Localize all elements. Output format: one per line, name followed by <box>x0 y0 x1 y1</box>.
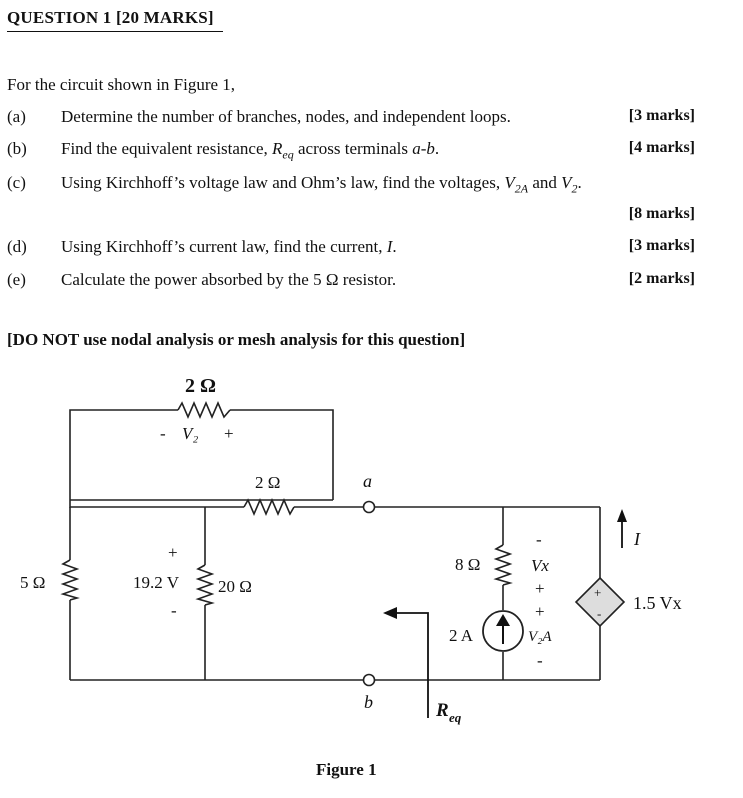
title-underline <box>7 31 223 32</box>
question-intro: For the circuit shown in Figure 1, <box>7 75 236 94</box>
part-a-text: Determine the number of branches, nodes, and independent loops. <box>61 107 511 126</box>
label-req: R <box>436 700 449 721</box>
current-arrowhead <box>617 509 627 522</box>
label-node-b: b <box>364 692 373 712</box>
terminal-b <box>364 675 375 686</box>
label-current-i: I <box>634 529 640 549</box>
part-d-label: (d) <box>7 237 27 256</box>
terminal-a <box>364 502 375 513</box>
part-d-text-pre: Using Kirchhoff’s current law, find the current, <box>61 237 387 256</box>
resistor-5ohm <box>63 560 77 600</box>
v2a-subscript: 2A <box>514 181 529 196</box>
part-b-text-pre: Find the equivalent resistance, <box>61 139 273 158</box>
resistor-2ohm-middle <box>244 500 294 514</box>
v2-plus: + <box>224 424 234 443</box>
label-req-sub: eq <box>449 710 462 725</box>
label-isrc: 2 A <box>449 626 474 645</box>
terminals-ab: a-b <box>412 139 435 158</box>
vsrc-minus: - <box>171 601 177 620</box>
v2-symbol: V <box>561 173 572 192</box>
resistor-20ohm <box>198 565 212 605</box>
circuit-diagram <box>0 355 743 798</box>
dep-src-plus: + <box>594 585 602 600</box>
resistor-8ohm <box>496 545 510 585</box>
vx-minus: - <box>536 530 542 549</box>
part-c-marks: [8 marks] <box>628 205 695 222</box>
req-arrowhead <box>383 607 397 619</box>
part-e-marks: [2 marks] <box>628 270 695 287</box>
part-c-text <box>61 173 582 196</box>
part-c-label: (c) <box>7 173 26 192</box>
v2-subscript: 2 <box>571 181 578 196</box>
label-r-center: 20 Ω <box>218 577 252 596</box>
part-b-marks: [4 marks] <box>628 139 695 156</box>
question-title: QUESTION 1 [20 MARKS] <box>7 8 214 27</box>
label-r-middle: 2 Ω <box>255 473 281 492</box>
vx-plus: + <box>535 579 545 598</box>
label-vsrc: 19.2 V <box>133 573 179 592</box>
part-d-text <box>61 237 397 257</box>
v2a-symbol: V <box>504 173 515 192</box>
part-e-label: (e) <box>7 270 26 289</box>
label-dep-src: 1.5 Vx <box>633 593 682 613</box>
label-v2a: V₂A <box>528 629 552 645</box>
label-node-a: a <box>363 471 372 491</box>
part-a-label: (a) <box>7 107 26 126</box>
v2a-minus: - <box>537 651 543 670</box>
v2a-plus: + <box>535 602 545 621</box>
part-e-text: Calculate the power absorbed by the 5 Ω resistor. <box>61 270 397 289</box>
part-d-marks: [3 marks] <box>628 237 695 254</box>
label-v2: V₂ <box>182 424 199 443</box>
part-b-text-post: across terminals <box>293 139 413 158</box>
part-b-text <box>61 139 439 162</box>
label-r-left: 5 Ω <box>20 573 46 592</box>
req-arrow-line <box>394 613 428 718</box>
v2-minus: - <box>160 424 166 443</box>
part-d-end: . <box>392 237 397 256</box>
part-b-label: (b) <box>7 139 27 158</box>
vsrc-plus: + <box>168 543 178 562</box>
part-c-end: . <box>577 173 582 192</box>
part-c-text-mid: and <box>528 173 562 192</box>
dep-src-minus: - <box>597 606 602 621</box>
current-symbol: I <box>386 237 393 256</box>
req-symbol: R <box>272 139 283 158</box>
label-r-top: 2 Ω <box>185 375 217 397</box>
req-subscript: eq <box>282 147 294 162</box>
label-vx: Vx <box>531 556 549 575</box>
resistor-2ohm-top <box>178 403 230 417</box>
label-r-right: 8 Ω <box>455 555 481 574</box>
method-restriction-note: [DO NOT use nodal analysis or mesh analysis for this question] <box>7 330 466 349</box>
part-b-end: . <box>434 139 440 158</box>
part-c-text-pre: Using Kirchhoff’s voltage law and Ohm’s law, find the voltages, <box>61 173 505 192</box>
part-a-marks: [3 marks] <box>628 107 695 124</box>
figure-caption: Figure 1 <box>316 760 377 779</box>
